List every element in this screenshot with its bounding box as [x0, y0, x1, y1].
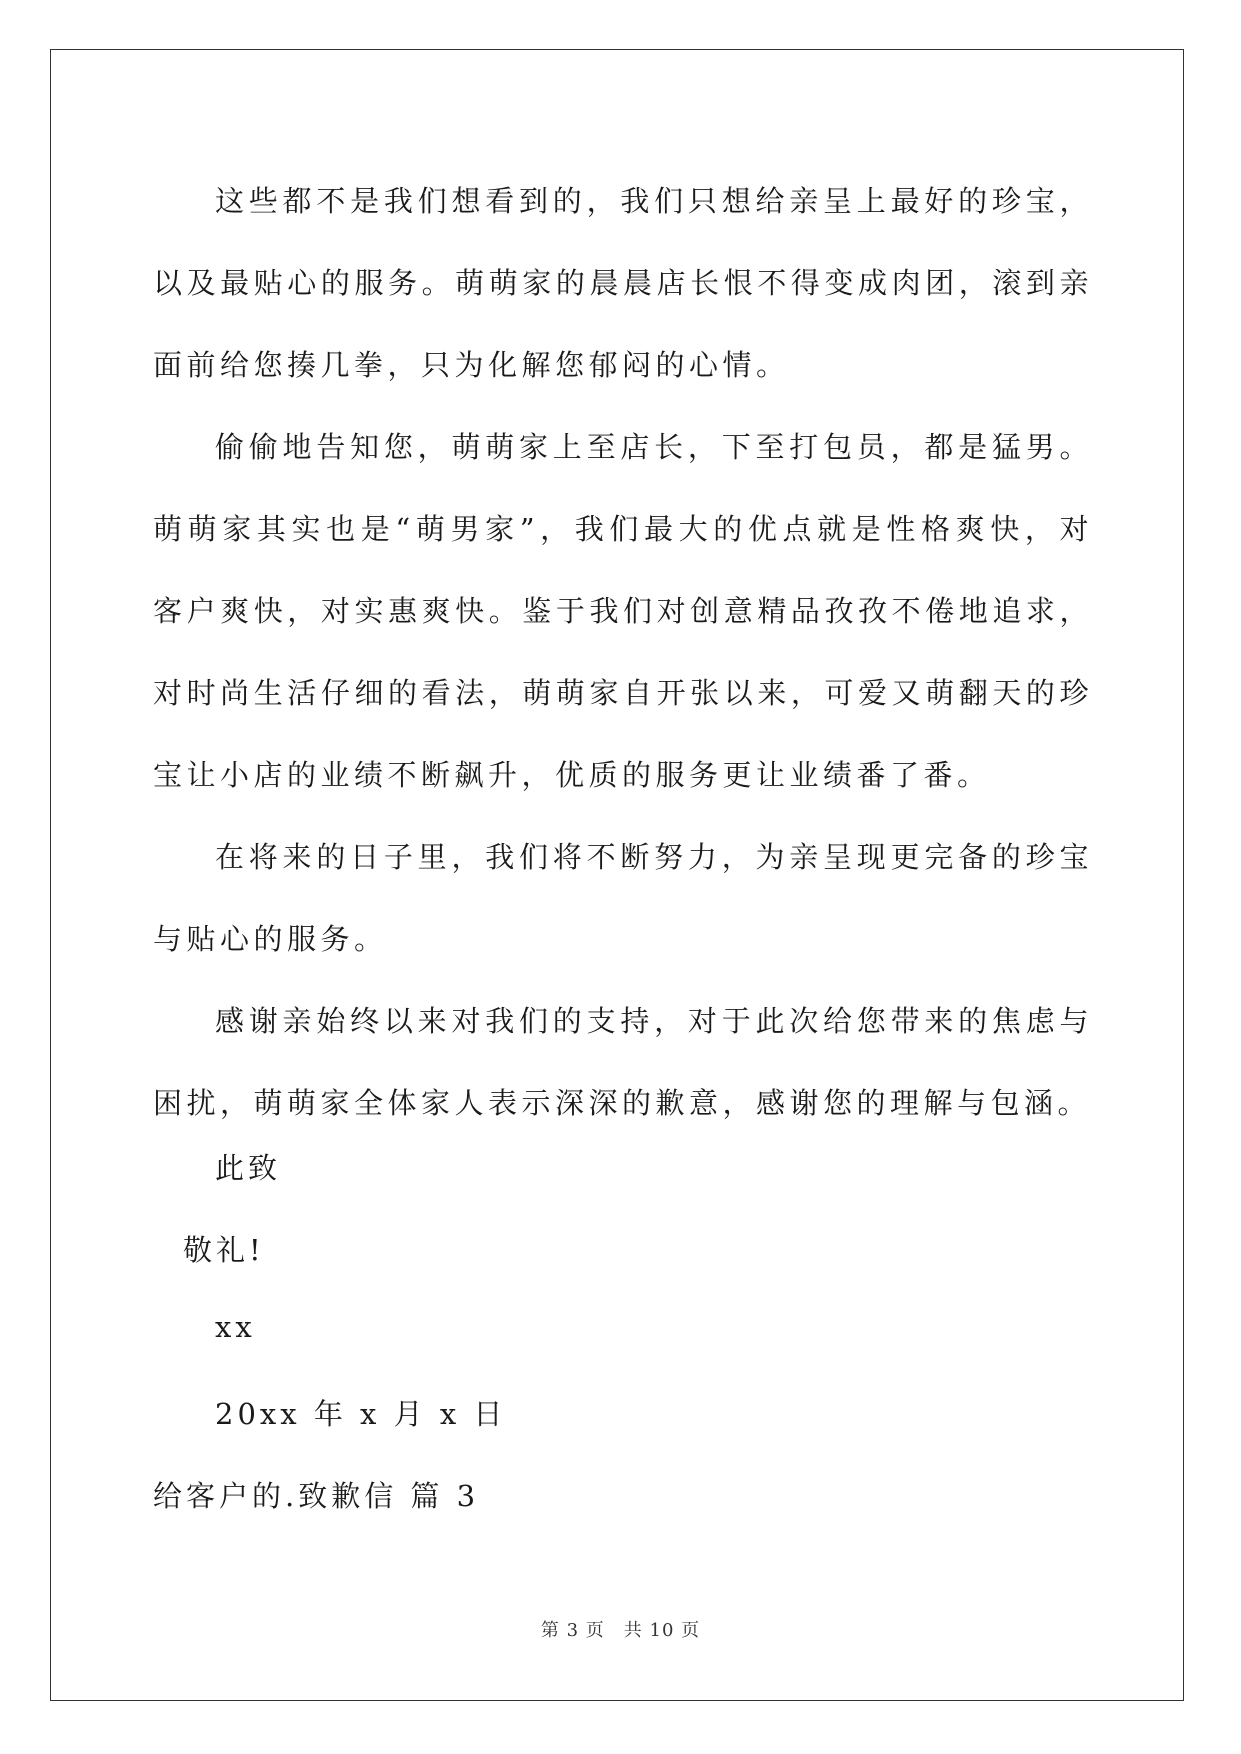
letter-body	[153, 160, 1093, 1144]
salute-text: 敬礼!	[183, 1233, 265, 1267]
closing-text: 此致	[215, 1151, 282, 1185]
paragraph-1: 这些都不是我们想看到的，我们只想给亲呈上最好的珍宝，以及最贴心的服务。萌萌家的晨晨店长恨不得变成肉团，滚到亲面前给您揍几拳，只为化解您郁闷的心情。	[153, 184, 1093, 382]
page-number-footer: 第 3 页 共 10 页	[540, 1620, 701, 1641]
paragraph-3: 在将来的日子里，我们将不断努力，为亲呈现更完备的珍宝与贴心的服务。	[153, 840, 1093, 956]
paragraph-4: 感谢亲始终以来对我们的支持，对于此次给您带来的焦虑与困扰，萌萌家全体家人表示深深的歉意，感谢您的理解与包涵。	[153, 1004, 1093, 1120]
signature-text: xx	[215, 1310, 256, 1344]
date-text: 20xx 年 x 月 x 日	[215, 1397, 507, 1431]
paragraph-2: 偷偷地告知您，萌萌家上至店长，下至打包员，都是猛男。萌萌家其实也是“萌男家”，我们最大的优点就是性格爽快，对客户爽快，对实惠爽快。鉴于我们对创意精品孜孜不倦地追求，对时尚生活仔细的看法，萌萌家自开张以来，可爱又萌翻天的珍宝让小店的业绩不断飙升，优质的服务更让业绩番了番。	[153, 430, 1093, 792]
section-title: 给客户的.致歉信 篇 3	[153, 1479, 480, 1513]
